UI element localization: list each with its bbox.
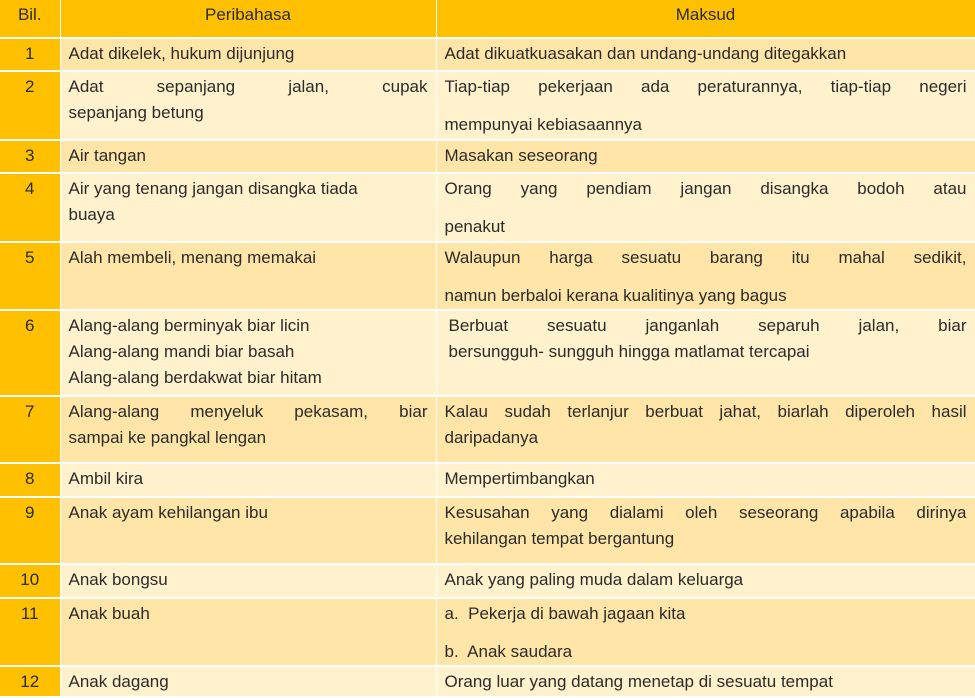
table-header-row: [0, 0, 975, 38]
maksud-cell: Berbuat sesuatu janganlah separuh jalan, biar bersungguh- sungguh hingga matlamat tercapai: [436, 310, 975, 396]
row-number: 1: [0, 38, 60, 71]
maksud-cell: Adat dikuatkuasakan dan undang-undang ditegakkan: [436, 38, 975, 71]
peribahasa-cell: Anak dagang: [60, 666, 436, 696]
header-maksud: Maksud: [436, 0, 975, 38]
maksud-cell: a. Pekerja di bawah jagaan kita b. Anak saudara: [436, 598, 975, 666]
peribahasa-cell: Alah membeli, menang memakai: [60, 242, 436, 310]
maksud-cell: Orang luar yang datang menetap di sesuatu tempat: [436, 666, 975, 696]
row-number: 8: [0, 463, 60, 497]
table-row: [0, 463, 975, 497]
peribahasa-cell: Adat dikelek, hukum dijunjung: [60, 38, 436, 71]
table-row: [0, 38, 975, 71]
peribahasa-cell: Anak bongsu: [60, 564, 436, 598]
table-row: [0, 242, 975, 310]
maksud-cell: Mempertimbangkan: [436, 463, 975, 497]
table-row: [0, 564, 975, 598]
maksud-cell: Walaupun harga sesuatu barang itu mahal sedikit, namun berbaloi kerana kualitinya yang bagus: [436, 242, 975, 310]
peribahasa-cell: Ambil kira: [60, 463, 436, 497]
row-number: 4: [0, 173, 60, 242]
row-number: 3: [0, 140, 60, 173]
table-row: [0, 173, 975, 242]
maksud-cell: Masakan seseorang: [436, 140, 975, 173]
table-row: [0, 666, 975, 696]
maksud-cell: Kalau sudah terlanjur berbuat jahat, biarlah diperoleh hasil daripadanya: [436, 396, 975, 463]
row-number: 12: [0, 666, 60, 696]
maksud-cell: Orang yang pendiam jangan disangka bodoh atau penakut: [436, 173, 975, 242]
row-number: 9: [0, 497, 60, 564]
peribahasa-cell: Air tangan: [60, 140, 436, 173]
table-row: [0, 140, 975, 173]
peribahasa-cell: Anak ayam kehilangan ibu: [60, 497, 436, 564]
row-number: 7: [0, 396, 60, 463]
table-row: [0, 396, 975, 463]
table-row: [0, 310, 975, 396]
table-row: [0, 598, 975, 666]
table-row: [0, 71, 975, 140]
table-row: [0, 497, 975, 564]
maksud-cell: Kesusahan yang dialami oleh seseorang apabila dirinya kehilangan tempat bergantung: [436, 497, 975, 564]
row-number: 5: [0, 242, 60, 310]
row-number: 10: [0, 564, 60, 598]
row-number: 2: [0, 71, 60, 140]
peribahasa-cell: Alang-alang menyeluk pekasam, biar sampai ke pangkal lengan: [60, 396, 436, 463]
peribahasa-cell: Air yang tenang jangan disangka tiada buaya: [60, 173, 436, 242]
header-num: Bil.: [0, 0, 60, 38]
header-peribahasa: Peribahasa: [60, 0, 436, 38]
peribahasa-cell: Alang-alang berminyak biar licin Alang-alang mandi biar basah Alang-alang berdakwat biar hitam: [60, 310, 436, 396]
maksud-cell: Anak yang paling muda dalam keluarga: [436, 564, 975, 598]
row-number: 11: [0, 598, 60, 666]
maksud-cell: Tiap-tiap pekerjaan ada peraturannya, tiap-tiap negeri mempunyai kebiasaannya: [436, 71, 975, 140]
peribahasa-cell: Adat sepanjang jalan, cupak sepanjang betung: [60, 71, 436, 140]
peribahasa-cell: Anak buah: [60, 598, 436, 666]
row-number: 6: [0, 310, 60, 396]
